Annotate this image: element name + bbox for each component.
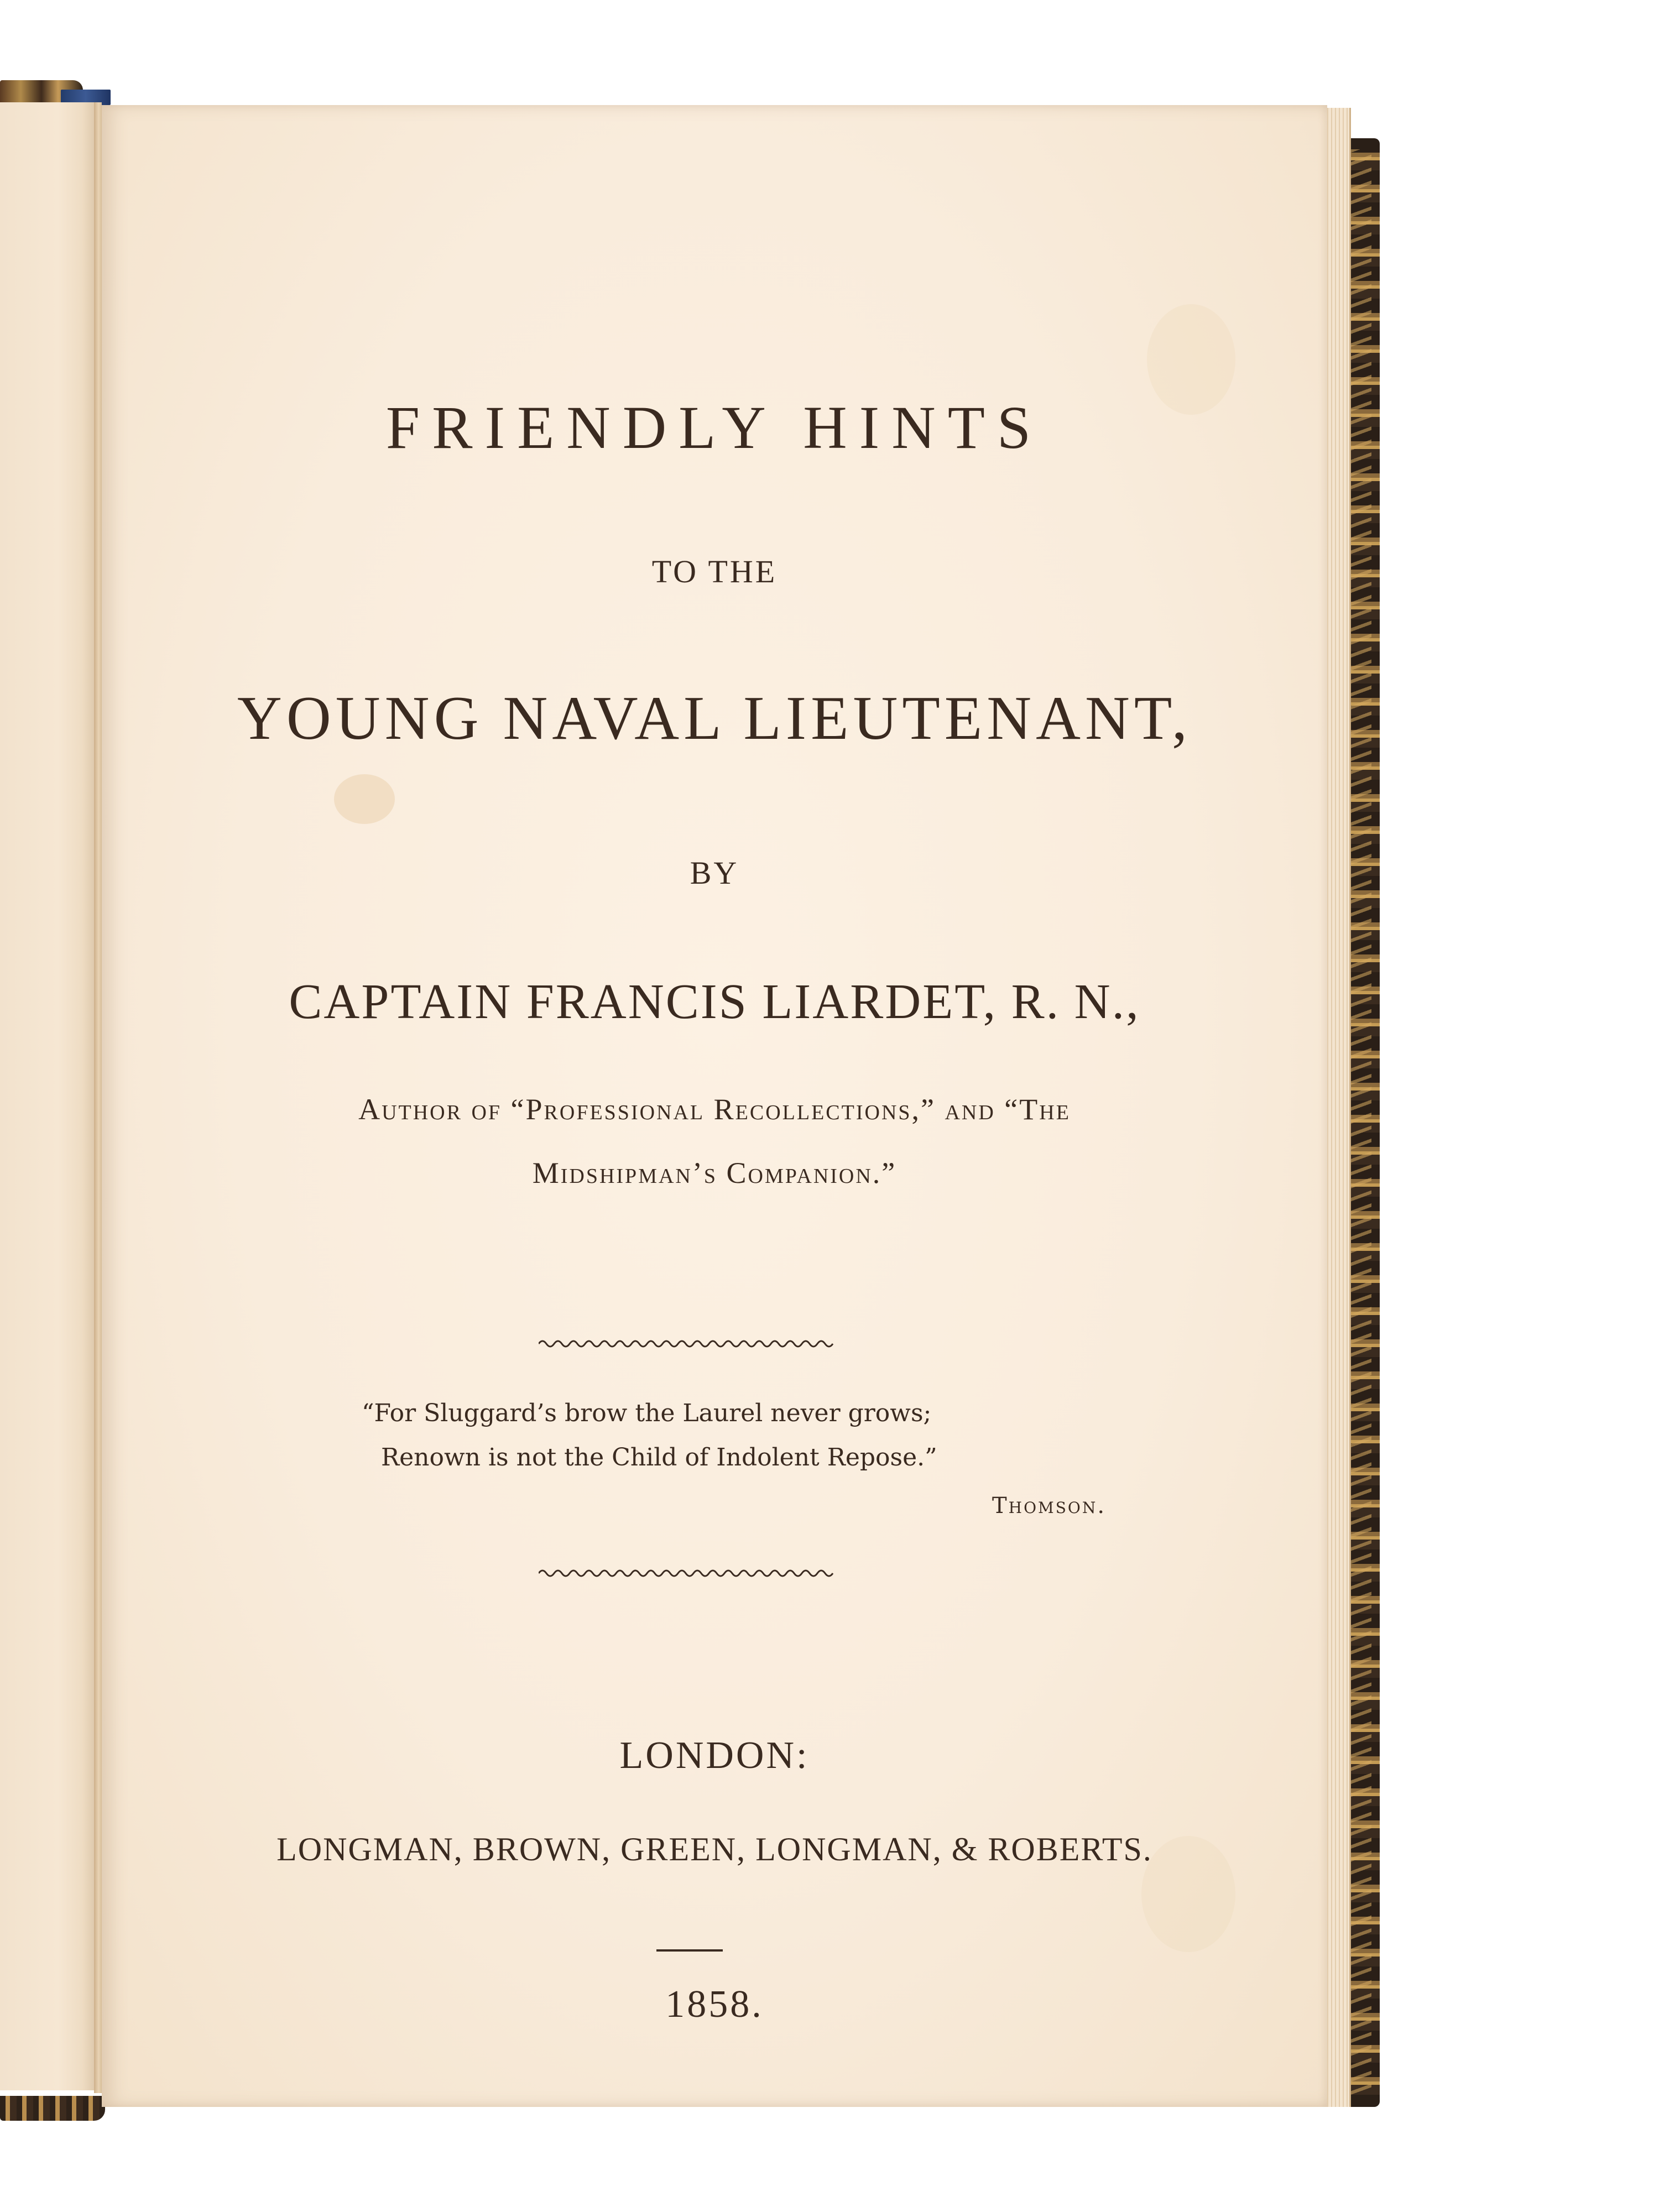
author-description-line-1: Author of “Professional Recollections,” and “The [358,1093,1071,1126]
foxing-spot [334,774,395,824]
publisher-name: LONGMAN, BROWN, GREEN, LONGMAN, & ROBERTS. [276,1831,1152,1867]
title-page [102,105,1327,2107]
author-name: CAPTAIN FRANCIS LIARDET, R. N., [289,974,1140,1029]
epigraph-line-2: Renown is not the Child of Indolent Repose.” [381,1443,937,1472]
book-subtitle: YOUNG NAVAL LIEUTENANT, [237,684,1192,753]
byline-label: BY [690,855,739,891]
wavy-rule-bottom [539,1565,837,1582]
book-gutter [94,102,102,2093]
imprint-place: LONDON: [619,1734,810,1777]
cover-bottom-edge [0,2096,105,2121]
publication-year: 1858. [665,1983,764,2026]
gilt-tooling-pattern [1350,149,1371,2096]
page-edges [1324,108,1351,2107]
title-connector: TO THE [651,554,778,589]
author-description-line-2: Midshipman’s Companion.” [532,1156,897,1190]
short-rule [656,1949,723,1952]
epigraph-attribution: Thomson. [992,1493,1107,1519]
book-title: FRIENDLY HINTS [385,394,1044,461]
left-blank-page [0,102,98,2090]
wavy-rule-top [539,1335,837,1352]
epigraph-line-1: “For Sluggard’s brow the Laurel never grows; [362,1399,932,1427]
